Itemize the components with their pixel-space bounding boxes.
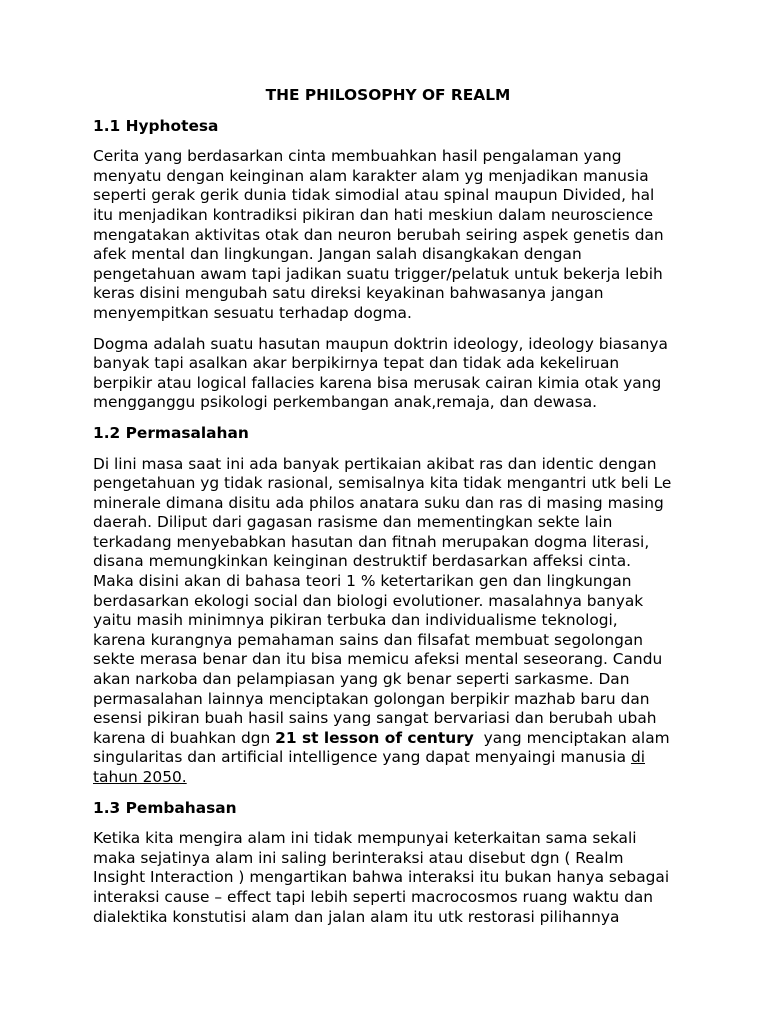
document-title: THE PHILOSOPHY OF REALM (265, 86, 511, 104)
text-line: berpikir atau logical fallacies karena bisa merusak cairan kimia otak yang (93, 373, 662, 392)
paragraph (93, 335, 683, 413)
text-line: berdasarkan ekologi social dan biologi evolutioner. masalahnya banyak (93, 591, 644, 610)
text-line: itu menjadikan kontradiksi pikiran dan hati meskiun dalam neuroscience (93, 205, 654, 224)
text-run: karena di buahkan dgn (93, 728, 276, 747)
section-heading-hypothesis: 1.1 Hyphotesa (93, 116, 219, 135)
text-line (93, 729, 683, 749)
text-line (93, 748, 683, 768)
text-line: pengetahuan awam tapi jadikan suatu trigger/pelatuk untuk bekerja lebih (93, 264, 663, 283)
text-line: Di lini masa saat ini ada banyak pertikaian akibat ras dan identic dengan (93, 454, 657, 473)
text-line: disana memungkinkan keinginan destruktif berdasarkan affeksi cinta. (93, 552, 632, 571)
text-line: permasalahan lainnya menciptakan golongan berpikir mazhab baru dan (93, 689, 650, 708)
text-line: terkadang menyebabkan hasutan dan fitnah merupakan dogma literasi, (93, 532, 650, 551)
text-line: Insight Interaction ) mengartikan bahwa interaksi itu bukan hanya sebagai (93, 868, 670, 887)
bold-book-title: 21 st lesson of century (275, 728, 474, 747)
text-line: Maka disini akan di bahasa teori 1 % ketertarikan gen dan lingkungan (93, 572, 632, 591)
text-line: banyak tapi asalkan akar berpikirnya tepat dan tidak ada kekeliruan (93, 354, 620, 373)
text-line: mengganggu psikologi perkembangan anak,remaja, dan dewasa. (93, 393, 598, 412)
paragraph (93, 455, 683, 788)
underlined-text: tahun 2050. (93, 768, 187, 786)
text-line: daerah. Diliput dari gagasan rasisme dan mementingkan sekte lain (93, 513, 613, 532)
section-heading-discussion: 1.3 Pembahasan (93, 798, 237, 817)
text-line: maka sejatinya alam ini saling berinteraksi atau disebut dgn ( Realm (93, 848, 624, 867)
text-line: sekte merasa benar dan itu bisa memicu afeksi mental seseorang. Candu (93, 650, 663, 669)
text-line (93, 768, 683, 788)
text-run: singularitas dan artificial intelligence yang dapat menyaingi manusia (93, 748, 631, 767)
text-line: Dogma adalah suatu hasutan maupun doktrin ideology, ideology biasanya (93, 334, 668, 353)
text-line: esensi pikiran buah hasil sains yang sangat bervariasi dan berubah ubah (93, 709, 657, 728)
text-line: Cerita yang berdasarkan cinta membuahkan hasil pengalaman yang (93, 147, 622, 166)
text-run: yang menciptakan alam (473, 728, 670, 747)
text-line: karena kurangnya pemahaman sains dan filsafat membuat segolongan (93, 630, 644, 649)
text-line: Ketika kita mengira alam ini tidak mempunyai keterkaitan sama sekali (93, 829, 637, 848)
text-line: pengetahuan yg tidak rasional, semisalnya kita tidak mengantri utk beli Le (93, 474, 672, 493)
text-line: mengatakan aktivitas otak dan neuron berubah seiring aspek genetis dan (93, 225, 664, 244)
paragraph (93, 829, 683, 927)
text-line: keras disini mengubah satu direksi keyakinan bahwasanya jangan (93, 284, 604, 303)
section-heading-problems: 1.2 Permasalahan (93, 423, 249, 442)
text-line: seperti gerak gerik dunia tidak simodial atau spinal maupun Divided, hal (93, 186, 655, 205)
paragraph (93, 147, 683, 323)
text-line: menyempitkan sesuatu terhadap dogma. (93, 303, 412, 322)
text-line: dialektika konstutisi alam dan jalan alam itu utk restorasi pilihannya (93, 907, 620, 926)
document-body (93, 86, 683, 938)
text-line: akan narkoba dan pelampiasan yang gk benar seperti sarkasme. Dan (93, 670, 630, 689)
text-line: yaitu masih minimnya pikiran terbuka dan individualisme teknologi, (93, 611, 618, 630)
underlined-text: di (630, 748, 645, 767)
text-line: minerale dimana disitu ada philos anatara suku dan ras di masing masing (93, 493, 664, 512)
text-line: afek mental dan lingkungan. Jangan salah disangkakan dengan (93, 245, 582, 264)
text-line: menyatu dengan keinginan alam karakter alam yg menjadikan manusia (93, 166, 649, 185)
text-line: interaksi cause – effect tapi lebih seperti macrocosmos ruang waktu dan (93, 887, 654, 906)
